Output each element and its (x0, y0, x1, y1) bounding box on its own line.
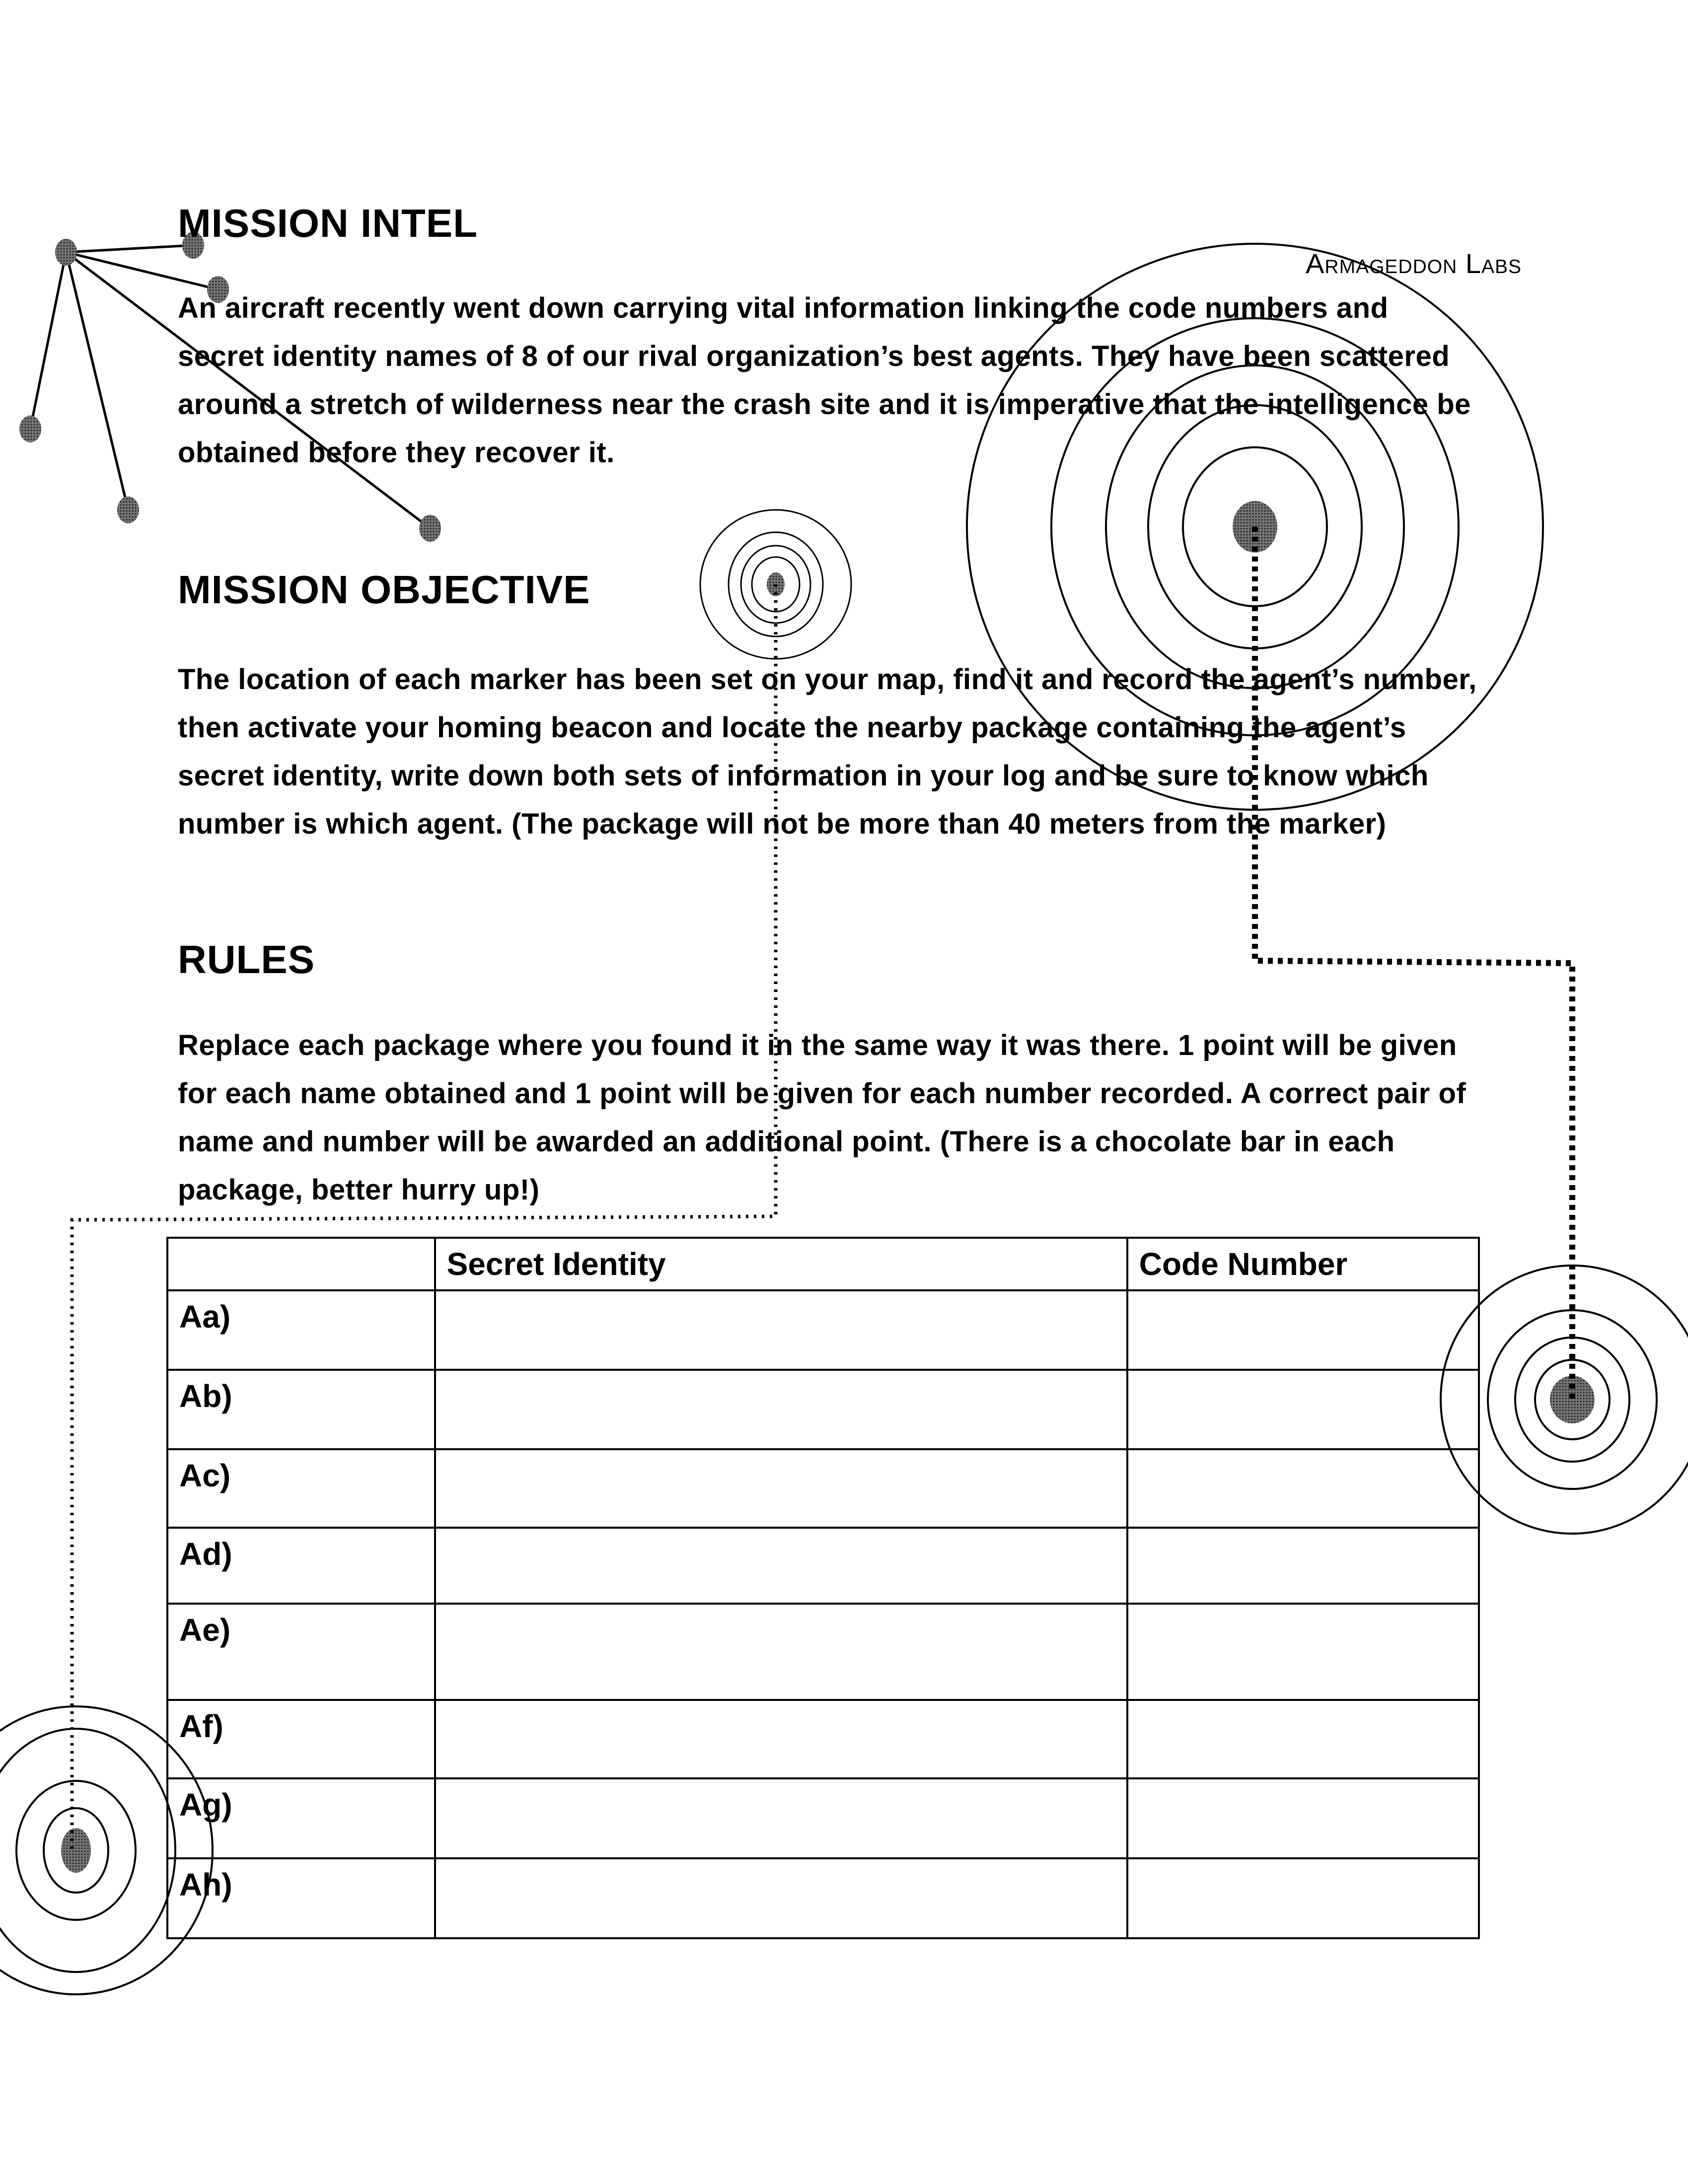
table-row (167, 1604, 1479, 1700)
agent-log-table (166, 1237, 1480, 1939)
row-label: Ah) (167, 1858, 435, 1938)
secret-identity-input[interactable] (447, 1378, 1115, 1422)
row-label: Ae) (167, 1604, 435, 1700)
brand-label: Armageddon Labs (1306, 248, 1522, 279)
mission-intel-title: MISSION INTEL (178, 201, 478, 245)
code-number-input[interactable] (1139, 1298, 1467, 1342)
table-row (167, 1290, 1479, 1370)
table-row (167, 1370, 1479, 1449)
table-header-row (167, 1238, 1479, 1290)
secret-identity-input[interactable] (447, 1708, 1115, 1752)
code-number-input[interactable] (1139, 1378, 1467, 1422)
code-number-input[interactable] (1139, 1786, 1467, 1831)
mission-objective-body: The location of each marker has been set on your map, find it and record the agent’s number, then activate your homing beacon and locate the nearby package containing the agent’s secret identity, write down both sets of information in your log and be sure to know which number is which agent. (The package will not be more than 40 meters from the marker) (178, 663, 1477, 840)
code-number-input[interactable] (1139, 1708, 1467, 1752)
rules-body: Replace each package where you found it in the same way it was there. 1 point will be given for each name obtained and 1 point will be given for each number recorded. A correct pair of name and number will be awarded an additional point. (There is a chocolate bar in each package, better hurry up!) (178, 1029, 1467, 1206)
code-number-input[interactable] (1139, 1457, 1467, 1501)
row-label: Ag) (167, 1778, 435, 1858)
rules-title: RULES (178, 937, 315, 982)
row-label: Ac) (167, 1449, 435, 1528)
column-header-code-number: Code Number (1127, 1238, 1479, 1290)
mission-objective-title: MISSION OBJECTIVE (178, 567, 590, 612)
code-number-input[interactable] (1139, 1866, 1467, 1910)
secret-identity-input[interactable] (447, 1457, 1115, 1501)
row-label: Ad) (167, 1528, 435, 1604)
secret-identity-input[interactable] (447, 1536, 1115, 1580)
row-label: Af) (167, 1700, 435, 1778)
column-header-secret-identity: Secret Identity (435, 1238, 1127, 1290)
secret-identity-input[interactable] (447, 1866, 1115, 1910)
table-row (167, 1528, 1479, 1604)
table-row (167, 1700, 1479, 1778)
code-number-input[interactable] (1139, 1612, 1467, 1656)
table-row (167, 1449, 1479, 1528)
row-label: Ab) (167, 1370, 435, 1449)
secret-identity-input[interactable] (447, 1786, 1115, 1831)
secret-identity-input[interactable] (447, 1612, 1115, 1656)
row-label: Aa) (167, 1290, 435, 1370)
table-row (167, 1858, 1479, 1938)
code-number-input[interactable] (1139, 1536, 1467, 1580)
column-header-label (167, 1238, 435, 1290)
table-row (167, 1778, 1479, 1858)
mission-intel-body: An aircraft recently went down carrying vital information linking the code numbers and secret identity names of 8 of our rival organization’s best agents. They have been scattered around a stretch of wilderness near the crash site and it is imperative that the intelligence be obtained before they recover it. (178, 292, 1471, 469)
secret-identity-input[interactable] (447, 1298, 1115, 1342)
